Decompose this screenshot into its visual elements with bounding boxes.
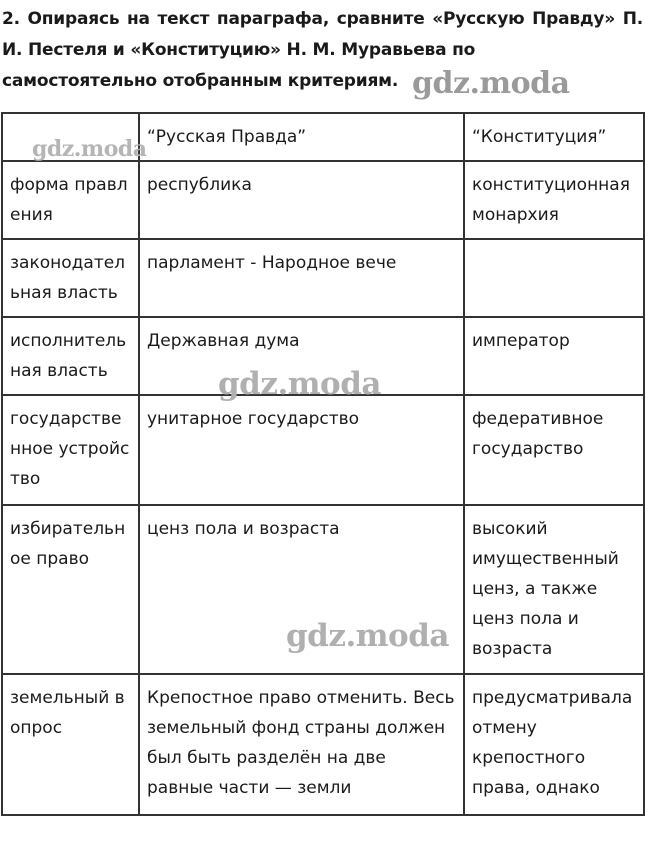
watermark: gdz.moda [218, 366, 381, 402]
watermark: gdz.moda [286, 618, 449, 654]
table-row [2, 674, 644, 815]
konst-cell: предусматривала отмену крепостного права, однако [464, 674, 644, 815]
criterion-cell: форма правления [2, 161, 139, 239]
pravda-cell: ценз пола и возраста [139, 505, 464, 674]
header-russkaya-pravda: “Русская Правда” [139, 113, 464, 161]
comparison-table [1, 112, 645, 816]
pravda-cell: Державная дума [139, 317, 464, 395]
criterion-cell: земельный вопрос [2, 674, 139, 815]
konst-cell: император [464, 317, 644, 395]
pravda-cell: Крепостное право отменить. Весь земельный фонд страны должен был быть разделён на две равные части — земли [139, 674, 464, 815]
konst-cell: высокий имущественный ценз, а также ценз пола и возраста [464, 505, 644, 674]
pravda-cell: республика [139, 161, 464, 239]
table-row [2, 161, 644, 239]
criterion-cell: законодательная власть [2, 239, 139, 317]
konst-cell: конституционная монархия [464, 161, 644, 239]
konst-cell: федеративное государство [464, 395, 644, 505]
task-text-end: самостоятельно отобранным критериям. [2, 71, 399, 91]
table-row [2, 395, 644, 505]
pravda-cell: парламент - Народное вече [139, 239, 464, 317]
header-konstitutsiya: “Конституция” [464, 113, 644, 161]
pravda-cell: унитарное государство [139, 395, 464, 505]
criterion-cell: исполнительная власть [2, 317, 139, 395]
table-row [2, 239, 644, 317]
task-text: 2. Опираясь на текст параграфа, сравните «Русскую Правду» П. И. Пестеля и «Конституцию» Н. М. Муравьева по [2, 9, 643, 60]
watermark: gdz.moda [412, 66, 570, 101]
criterion-cell: избирательное право [2, 505, 139, 674]
criterion-cell: государственное устройство [2, 395, 139, 505]
watermark: gdz.moda [32, 136, 147, 162]
konst-cell [464, 239, 644, 317]
